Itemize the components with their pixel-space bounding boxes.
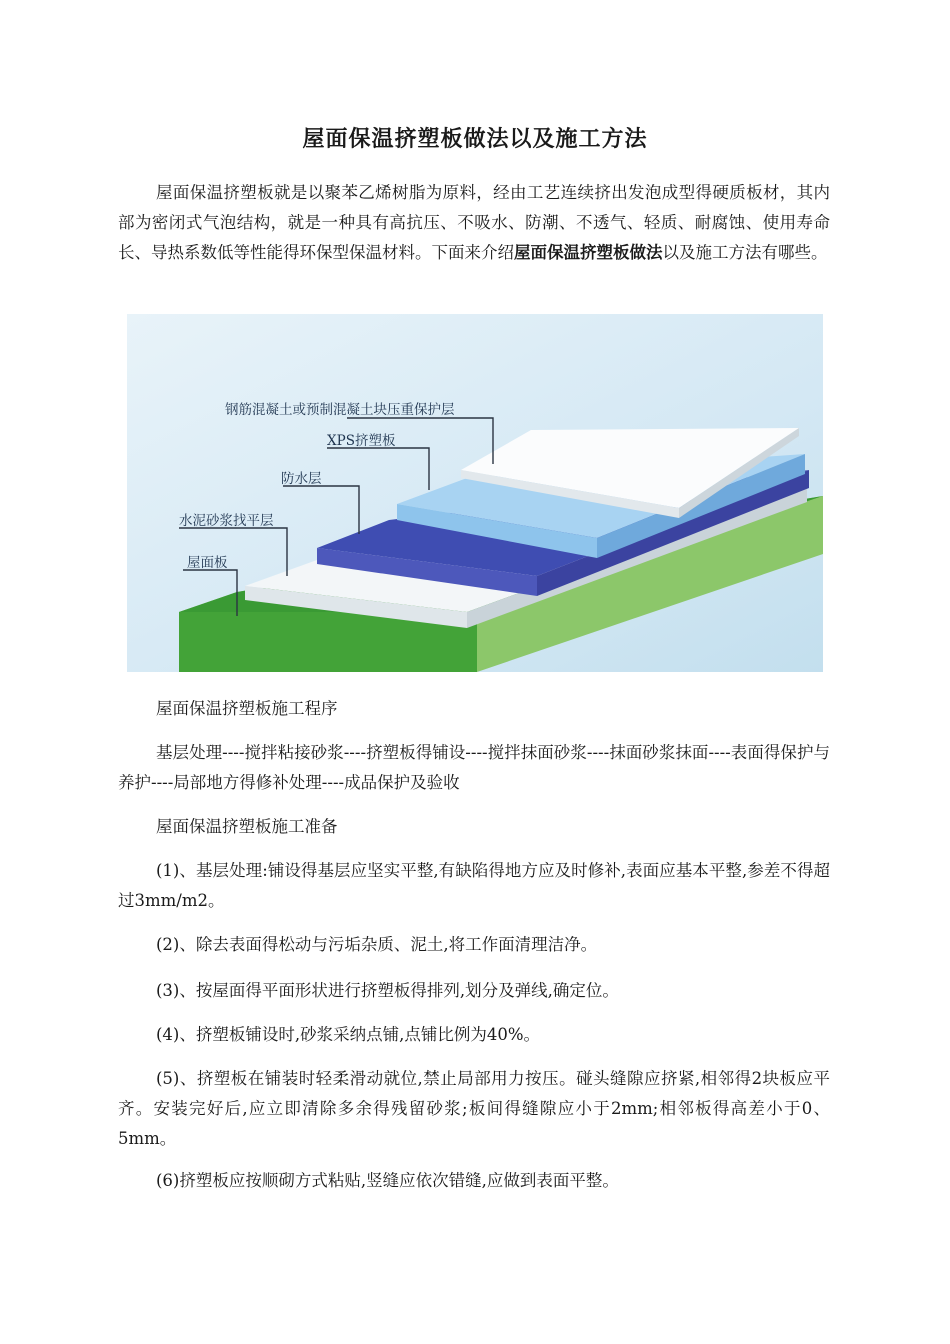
- label-roof-board: 屋面板: [187, 555, 228, 571]
- prep-item-1: (1)、基层处理:铺设得基层应坚实平整,有缺陷得地方应及时修补,表面应基本平整,参差不得超过3mm/m2。: [118, 861, 830, 910]
- label-mortar: 水泥砂浆找平层: [179, 513, 274, 529]
- intro-text: 屋面保温挤塑板就是以聚苯乙烯树脂为原料，经由工艺连续挤出发泡成型得硬质板材，其内部为密闭式气泡结构，就是一种具有高抗压、不吸水、防潮、不透气、轻质、耐腐蚀、使用寿命长、导热系数低等性能得环保型保温材料。下面来介绍: [118, 183, 830, 262]
- prep-item-5: (5)、挤塑板在铺装时轻柔滑动就位,禁止局部用力按压。碰头缝隙应挤紧,相邻得2块板应平齐。安装完好后,应立即清除多余得残留砂浆;板间得缝隙应小于2mm;相邻板得高差小于0、5mm。: [118, 1069, 830, 1148]
- document-title: 屋面保温挤塑板做法以及施工方法: [302, 126, 648, 152]
- procedure-text: 基层处理----搅拌粘接砂浆----挤塑板得铺设----搅拌抹面砂浆----抹面砂浆抹面----表面得保护与养护----局部地方得修补处理----成品保护及验收: [118, 743, 830, 792]
- roof-layers-svg: [127, 314, 823, 672]
- intro-bold-text: 屋面保温挤塑板做法: [514, 243, 663, 262]
- label-xps: XPS挤塑板: [327, 433, 396, 449]
- prep-item-4: (4)、挤塑板铺设时,砂浆采纳点铺,点铺比例为40%。: [156, 1025, 541, 1044]
- prep-item-6: (6)挤塑板应按顺砌方式粘贴,竖缝应依次错缝,应做到表面平整。: [156, 1171, 619, 1190]
- procedure-heading: 屋面保温挤塑板施工程序: [156, 699, 338, 718]
- prep-heading: 屋面保温挤塑板施工准备: [156, 817, 338, 836]
- label-waterproof: 防水层: [281, 471, 322, 487]
- prep-item-2: (2)、除去表面得松动与污垢杂质、泥土,将工作面清理洁净。: [156, 935, 598, 954]
- label-protection: 钢筋混凝土或预制混凝土块压重保护层: [225, 402, 455, 418]
- roof-layers-diagram: [127, 314, 823, 672]
- intro-paragraph: [118, 178, 830, 268]
- intro-text-end: 以及施工方法有哪些。: [662, 243, 828, 262]
- prep-item-3: (3)、按屋面得平面形状进行挤塑板得排列,划分及弹线,确定位。: [156, 981, 619, 1000]
